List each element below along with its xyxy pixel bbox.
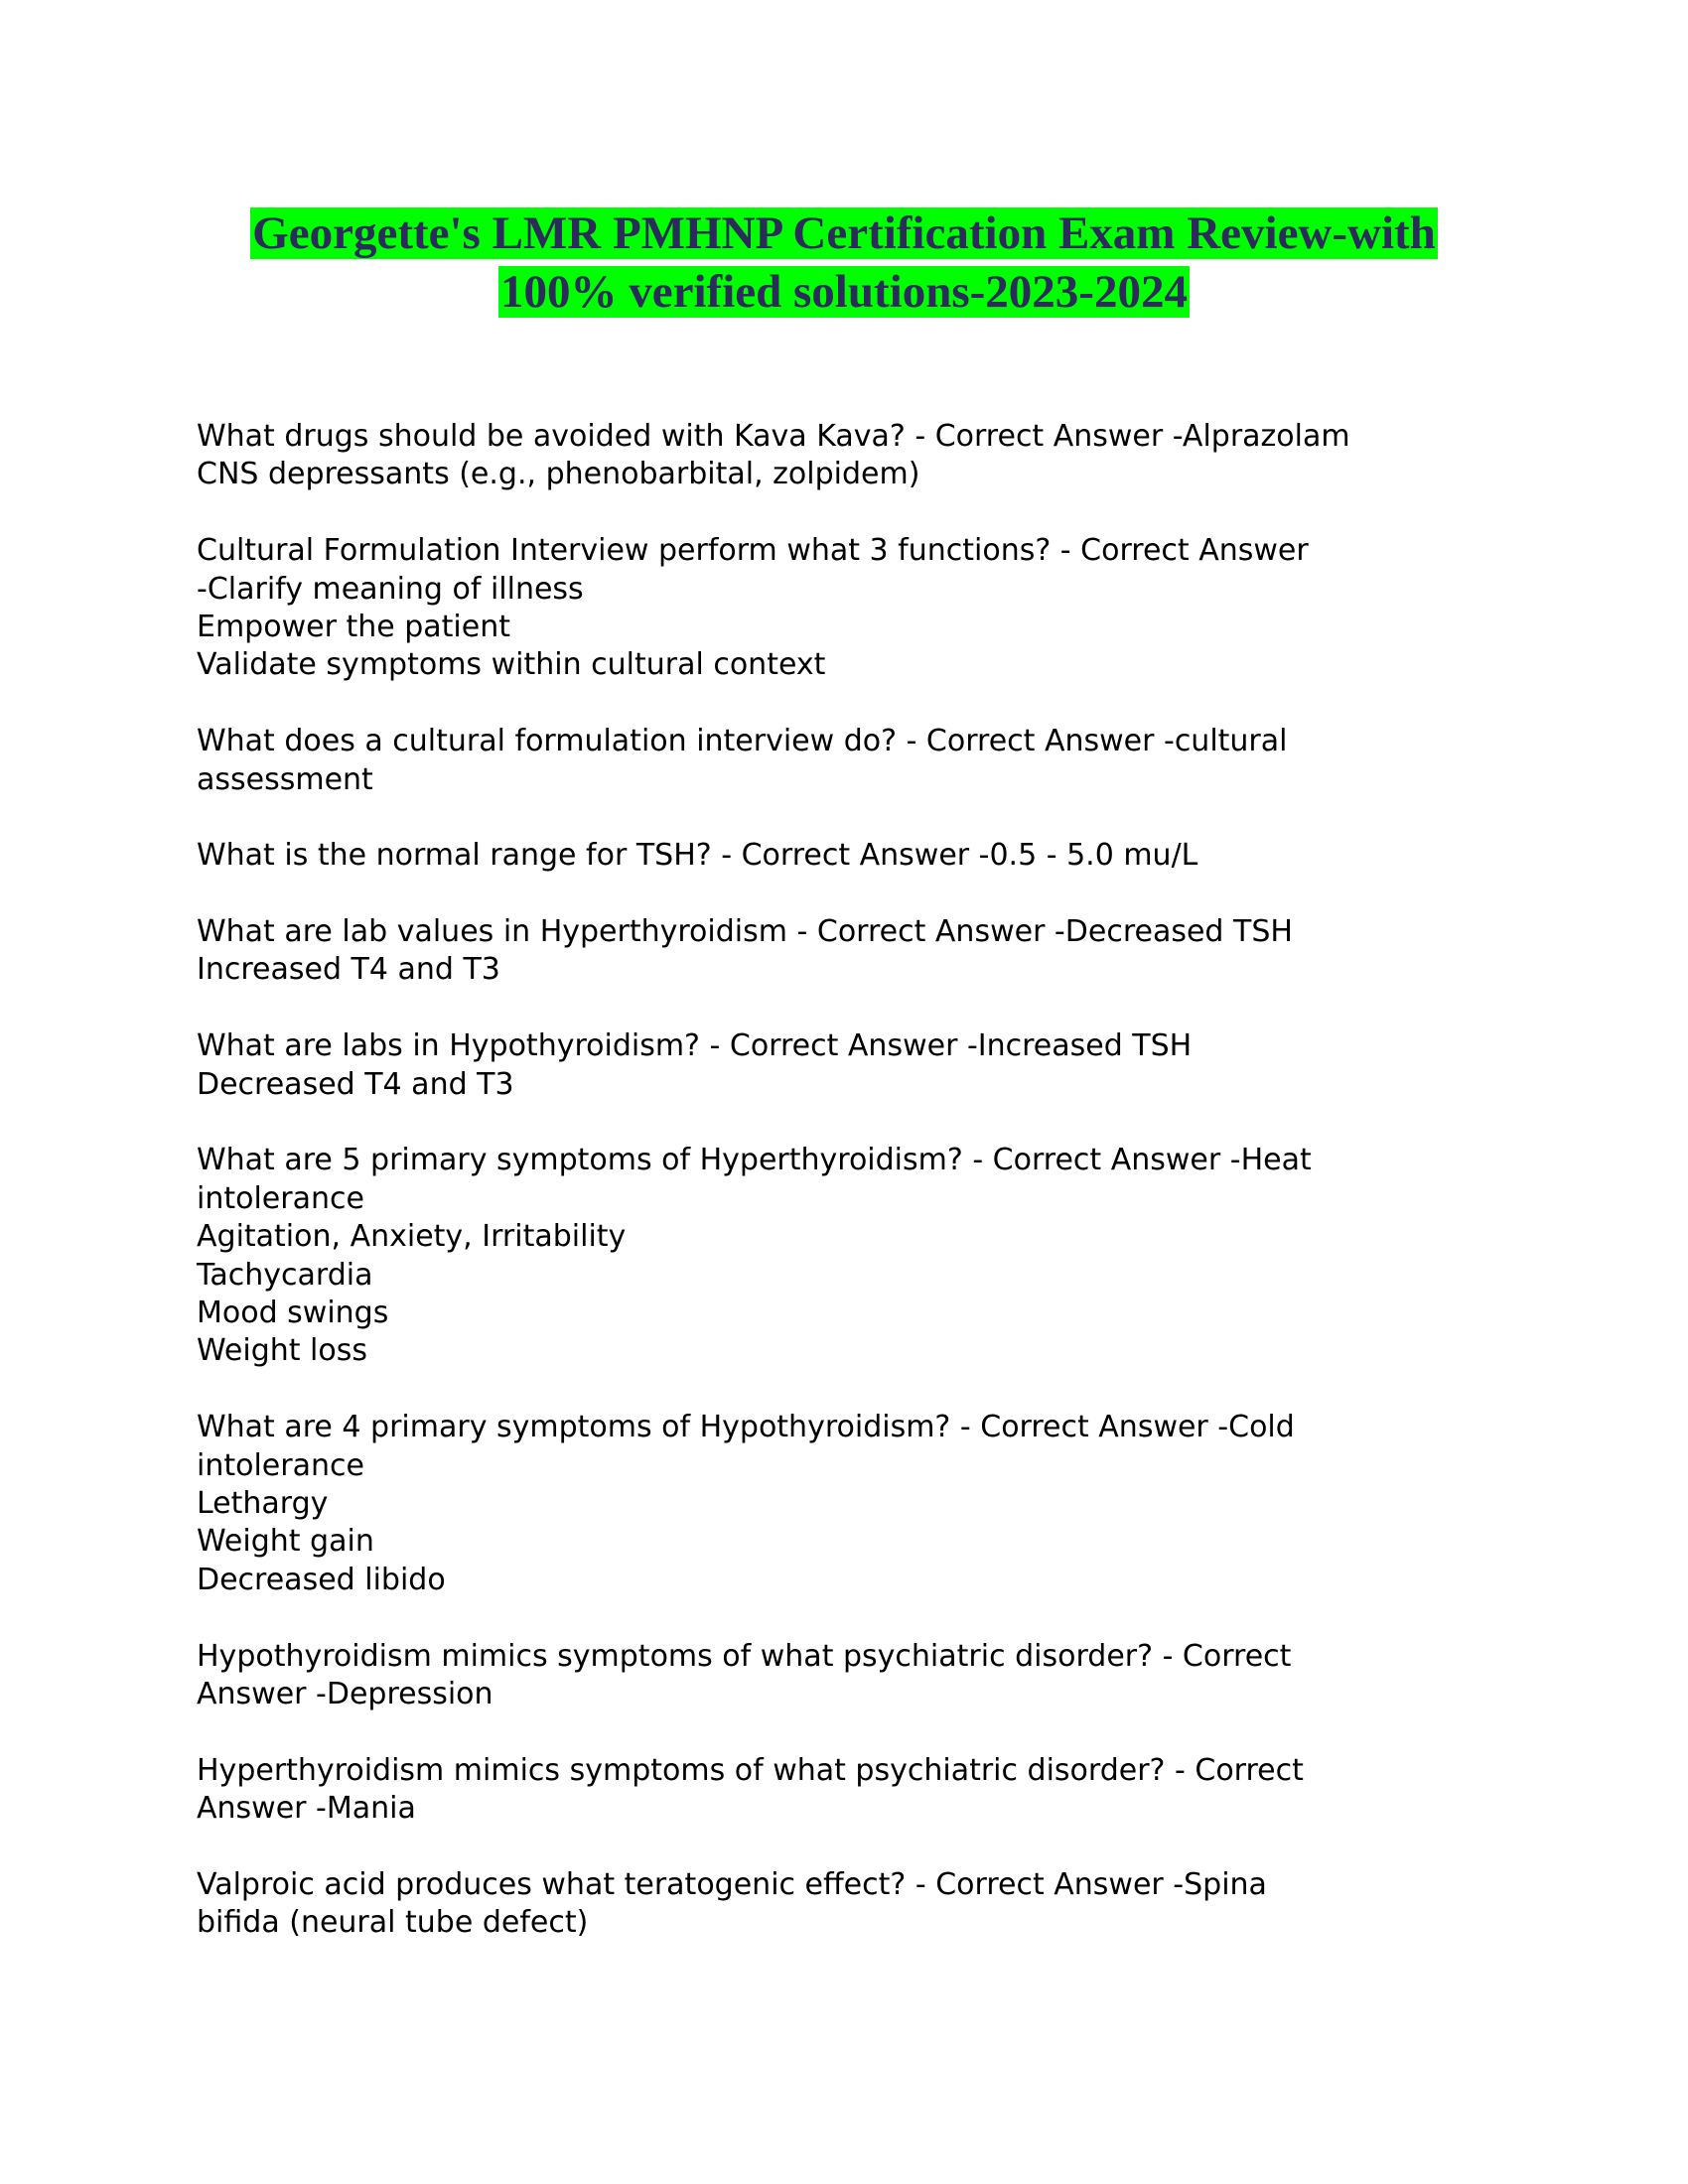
qa-answer-line: -Clarify meaning of illness <box>197 571 584 607</box>
qa-item <box>197 418 1587 494</box>
qa-question-line: What are lab values in Hyperthyroidism - Correct Answer -Decreased TSH <box>197 914 1293 950</box>
qa-answer-line: Validate symptoms within cultural context <box>197 647 826 683</box>
qa-answer-line: Answer -Mania <box>197 1791 416 1827</box>
qa-question-line: What does a cultural formulation interview do? - Correct Answer -cultural <box>197 724 1288 759</box>
qa-item <box>197 1409 1587 1599</box>
qa-answer-line: assessment <box>197 761 373 797</box>
qa-item <box>197 723 1587 799</box>
qa-answer-line: Decreased libido <box>197 1562 446 1597</box>
qa-answer-line: Agitation, Anxiety, Irritability <box>197 1219 627 1255</box>
qa-answer-line: bifida (neural tube defect) <box>197 1905 589 1941</box>
qa-answer-line: Empower the patient <box>197 609 510 644</box>
qa-item <box>197 1027 1587 1104</box>
qa-item <box>197 913 1587 990</box>
document-title <box>0 205 1688 322</box>
title-line-2: 100% verified solutions-2023-2024 <box>500 266 1188 318</box>
qa-question-line: What is the normal range for TSH? - Correct Answer -0.5 - 5.0 mu/L <box>197 838 1198 874</box>
qa-answer-line: Weight gain <box>197 1524 374 1560</box>
qa-answer-line: Weight loss <box>197 1333 368 1369</box>
qa-answer-line: Decreased T4 and T3 <box>197 1066 514 1102</box>
qa-item <box>197 1638 1587 1714</box>
qa-question-line: Valproic acid produces what teratogenic effect? - Correct Answer -Spina <box>197 1866 1267 1902</box>
qa-answer-line: Mood swings <box>197 1295 389 1330</box>
qa-answer-line: intolerance <box>197 1447 364 1483</box>
qa-question-line: Hypothyroidism mimics symptoms of what psychiatric disorder? - Correct <box>197 1638 1292 1674</box>
qa-answer-line: intolerance <box>197 1180 364 1216</box>
qa-answer-line: Answer -Depression <box>197 1676 493 1711</box>
qa-answer-line: Lethargy <box>197 1485 329 1521</box>
qa-item <box>197 1866 1587 1943</box>
qa-answer-line: Tachycardia <box>197 1257 373 1293</box>
qa-list <box>197 418 1587 1980</box>
qa-item <box>197 1142 1587 1370</box>
qa-question-line: What are 5 primary symptoms of Hyperthyroidism? - Correct Answer -Heat <box>197 1143 1312 1178</box>
qa-question-line: What are labs in Hypothyroidism? - Correct Answer -Increased TSH <box>197 1028 1193 1064</box>
qa-question-line: What are 4 primary symptoms of Hypothyroidism? - Correct Answer -Cold <box>197 1410 1295 1445</box>
qa-question-line: What drugs should be avoided with Kava Kava? - Correct Answer -Alprazolam <box>197 419 1350 454</box>
qa-item <box>197 837 1587 875</box>
title-line-1: Georgette's LMR PMHNP Certification Exam Review-with <box>252 207 1436 259</box>
qa-question-line: Hyperthyroidism mimics symptoms of what psychiatric disorder? - Correct <box>197 1752 1304 1788</box>
qa-answer-line: CNS depressants (e.g., phenobarbital, zolpidem) <box>197 457 920 492</box>
qa-question-line: Cultural Formulation Interview perform what 3 functions? - Correct Answer <box>197 533 1309 569</box>
qa-answer-line: Increased T4 and T3 <box>197 952 500 988</box>
qa-item <box>197 1752 1587 1829</box>
qa-item <box>197 532 1587 685</box>
